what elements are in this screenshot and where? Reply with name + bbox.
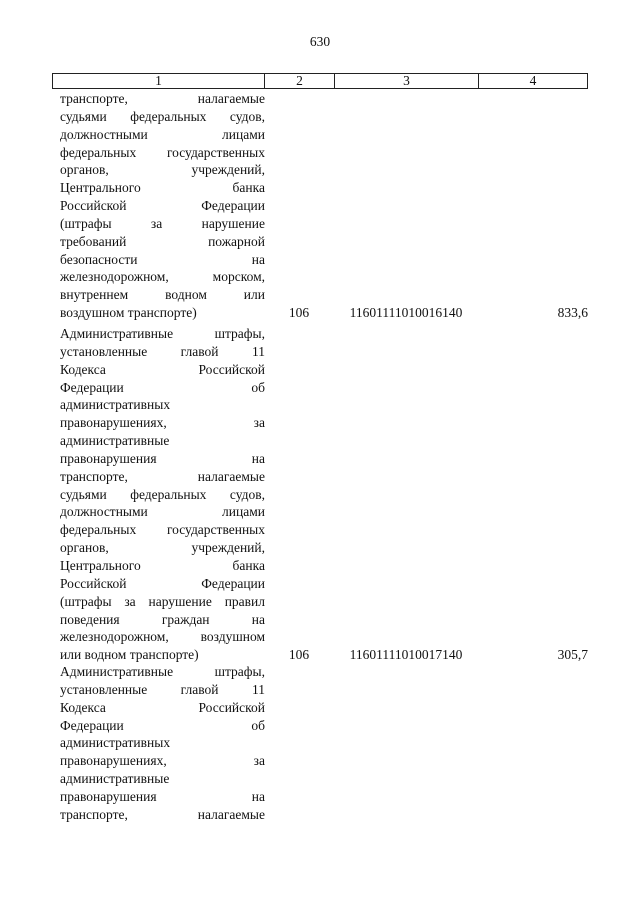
description-line: органов, учреждений, (60, 162, 265, 178)
description-line: безопасности на (60, 251, 265, 267)
description-line: установленные главой 11 (60, 681, 265, 697)
admin-code: 106 (288, 647, 310, 663)
description-line: установленные главой 11 (60, 343, 265, 359)
description-line: судьями федеральных судов, (60, 108, 265, 124)
description-line: правонарушениях, за (60, 753, 265, 769)
description-line: транспорте, налагаемые (60, 91, 265, 106)
description-line: должностными лицами (60, 126, 265, 142)
description-line: Российской Федерации (60, 198, 265, 214)
description-line: Федерации об (60, 717, 265, 733)
description-line: Российской Федерации (60, 575, 265, 591)
row-description (60, 90, 265, 322)
header-col-1: 1 (53, 74, 265, 88)
description-line: железнодорожном, воздушном (60, 629, 265, 645)
table-header (52, 73, 588, 89)
description-line: федеральных государственных (60, 144, 265, 160)
description-line: железнодорожном, морском, (60, 269, 265, 285)
row-description (60, 325, 265, 664)
row-description (60, 663, 265, 824)
admin-code: 106 (288, 305, 310, 321)
description-line: Кодекса Российской (60, 361, 265, 377)
description-line: федеральных государственных (60, 522, 265, 538)
description-line: транспорте, налагаемые (60, 806, 265, 822)
description-line: административных (60, 397, 171, 413)
kbk-code: 11601111010017140 (349, 647, 463, 663)
description-line: должностными лицами (60, 504, 265, 520)
description-line: судьями федеральных судов, (60, 486, 265, 502)
amount-value: 305,7 (557, 647, 588, 663)
description-line: административные (60, 433, 170, 449)
description-line: или водном транспорте) (60, 647, 199, 663)
header-col-3: 3 (335, 74, 479, 88)
description-line: Федерации об (60, 379, 265, 395)
description-line: Кодекса Российской (60, 699, 265, 715)
amount-value: 833,6 (557, 305, 588, 321)
description-line: требований пожарной (60, 233, 265, 249)
kbk-code: 11601111010016140 (349, 305, 463, 321)
header-col-2: 2 (265, 74, 335, 88)
description-line: Центрального банка (60, 557, 265, 573)
description-line: воздушном транспорте) (60, 305, 197, 321)
page-number: 630 (309, 34, 331, 49)
header-col-4: 4 (529, 73, 537, 88)
description-line: правонарушения на (60, 788, 265, 804)
description-line: Центрального банка (60, 180, 265, 196)
description-line: внутреннем водном или (60, 287, 265, 303)
description-line: (штрафы за нарушение (60, 215, 265, 231)
description-line: правонарушениях, за (60, 415, 265, 431)
description-line: Административные штрафы, (60, 664, 265, 679)
description-line: правонарушения на (60, 450, 265, 466)
description-line: органов, учреждений, (60, 540, 265, 556)
description-line: транспорте, налагаемые (60, 468, 265, 484)
description-line: административные (60, 771, 170, 787)
description-line: (штрафы за нарушение правил (60, 593, 265, 609)
description-line: Административные штрафы, (60, 326, 265, 341)
description-line: поведения граждан на (60, 611, 265, 627)
description-line: административных (60, 735, 171, 751)
